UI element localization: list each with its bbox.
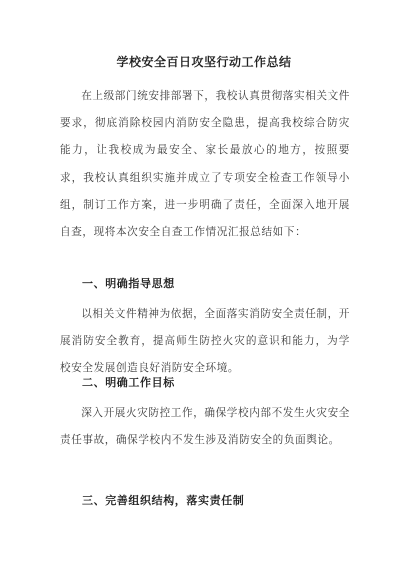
intro-paragraph: 在上级部门统安排部署下，我校认真贯彻落实相关文件要求，彻底消除校园内消防安全隐患，提高我校综合防灾能力，让我校成为最安全、家长最放心的地方，按照要求，我校认真组织实施并成立了专项安全检查工作领导小组，制订工作方案，进一步明确了责任，全面深入地开展自查，现将本次安全自查工作情况汇报总结如下： bbox=[60, 90, 350, 239]
section-body-1: 以相关文件精神为依据，全面落实消防安全责任制，开展消防安全教育，提高师生防控火灾的意识和能力，为学校安全发展创造良好消防安全环境。 bbox=[60, 308, 350, 375]
document-title: 学校安全百日攻坚行动工作总结 bbox=[116, 55, 292, 69]
section-heading-1: 一、明确指导思想 bbox=[82, 277, 175, 290]
section-body-2: 深入开展火灾防控工作，确保学校内部不发生火灾安全责任事故，确保学校内不发生涉及消防安全的负面舆论。 bbox=[60, 407, 350, 447]
section-heading-3: 三、完善组织结构，落实责任制 bbox=[82, 494, 245, 507]
section-heading-2: 二、明确工作目标 bbox=[82, 376, 175, 389]
